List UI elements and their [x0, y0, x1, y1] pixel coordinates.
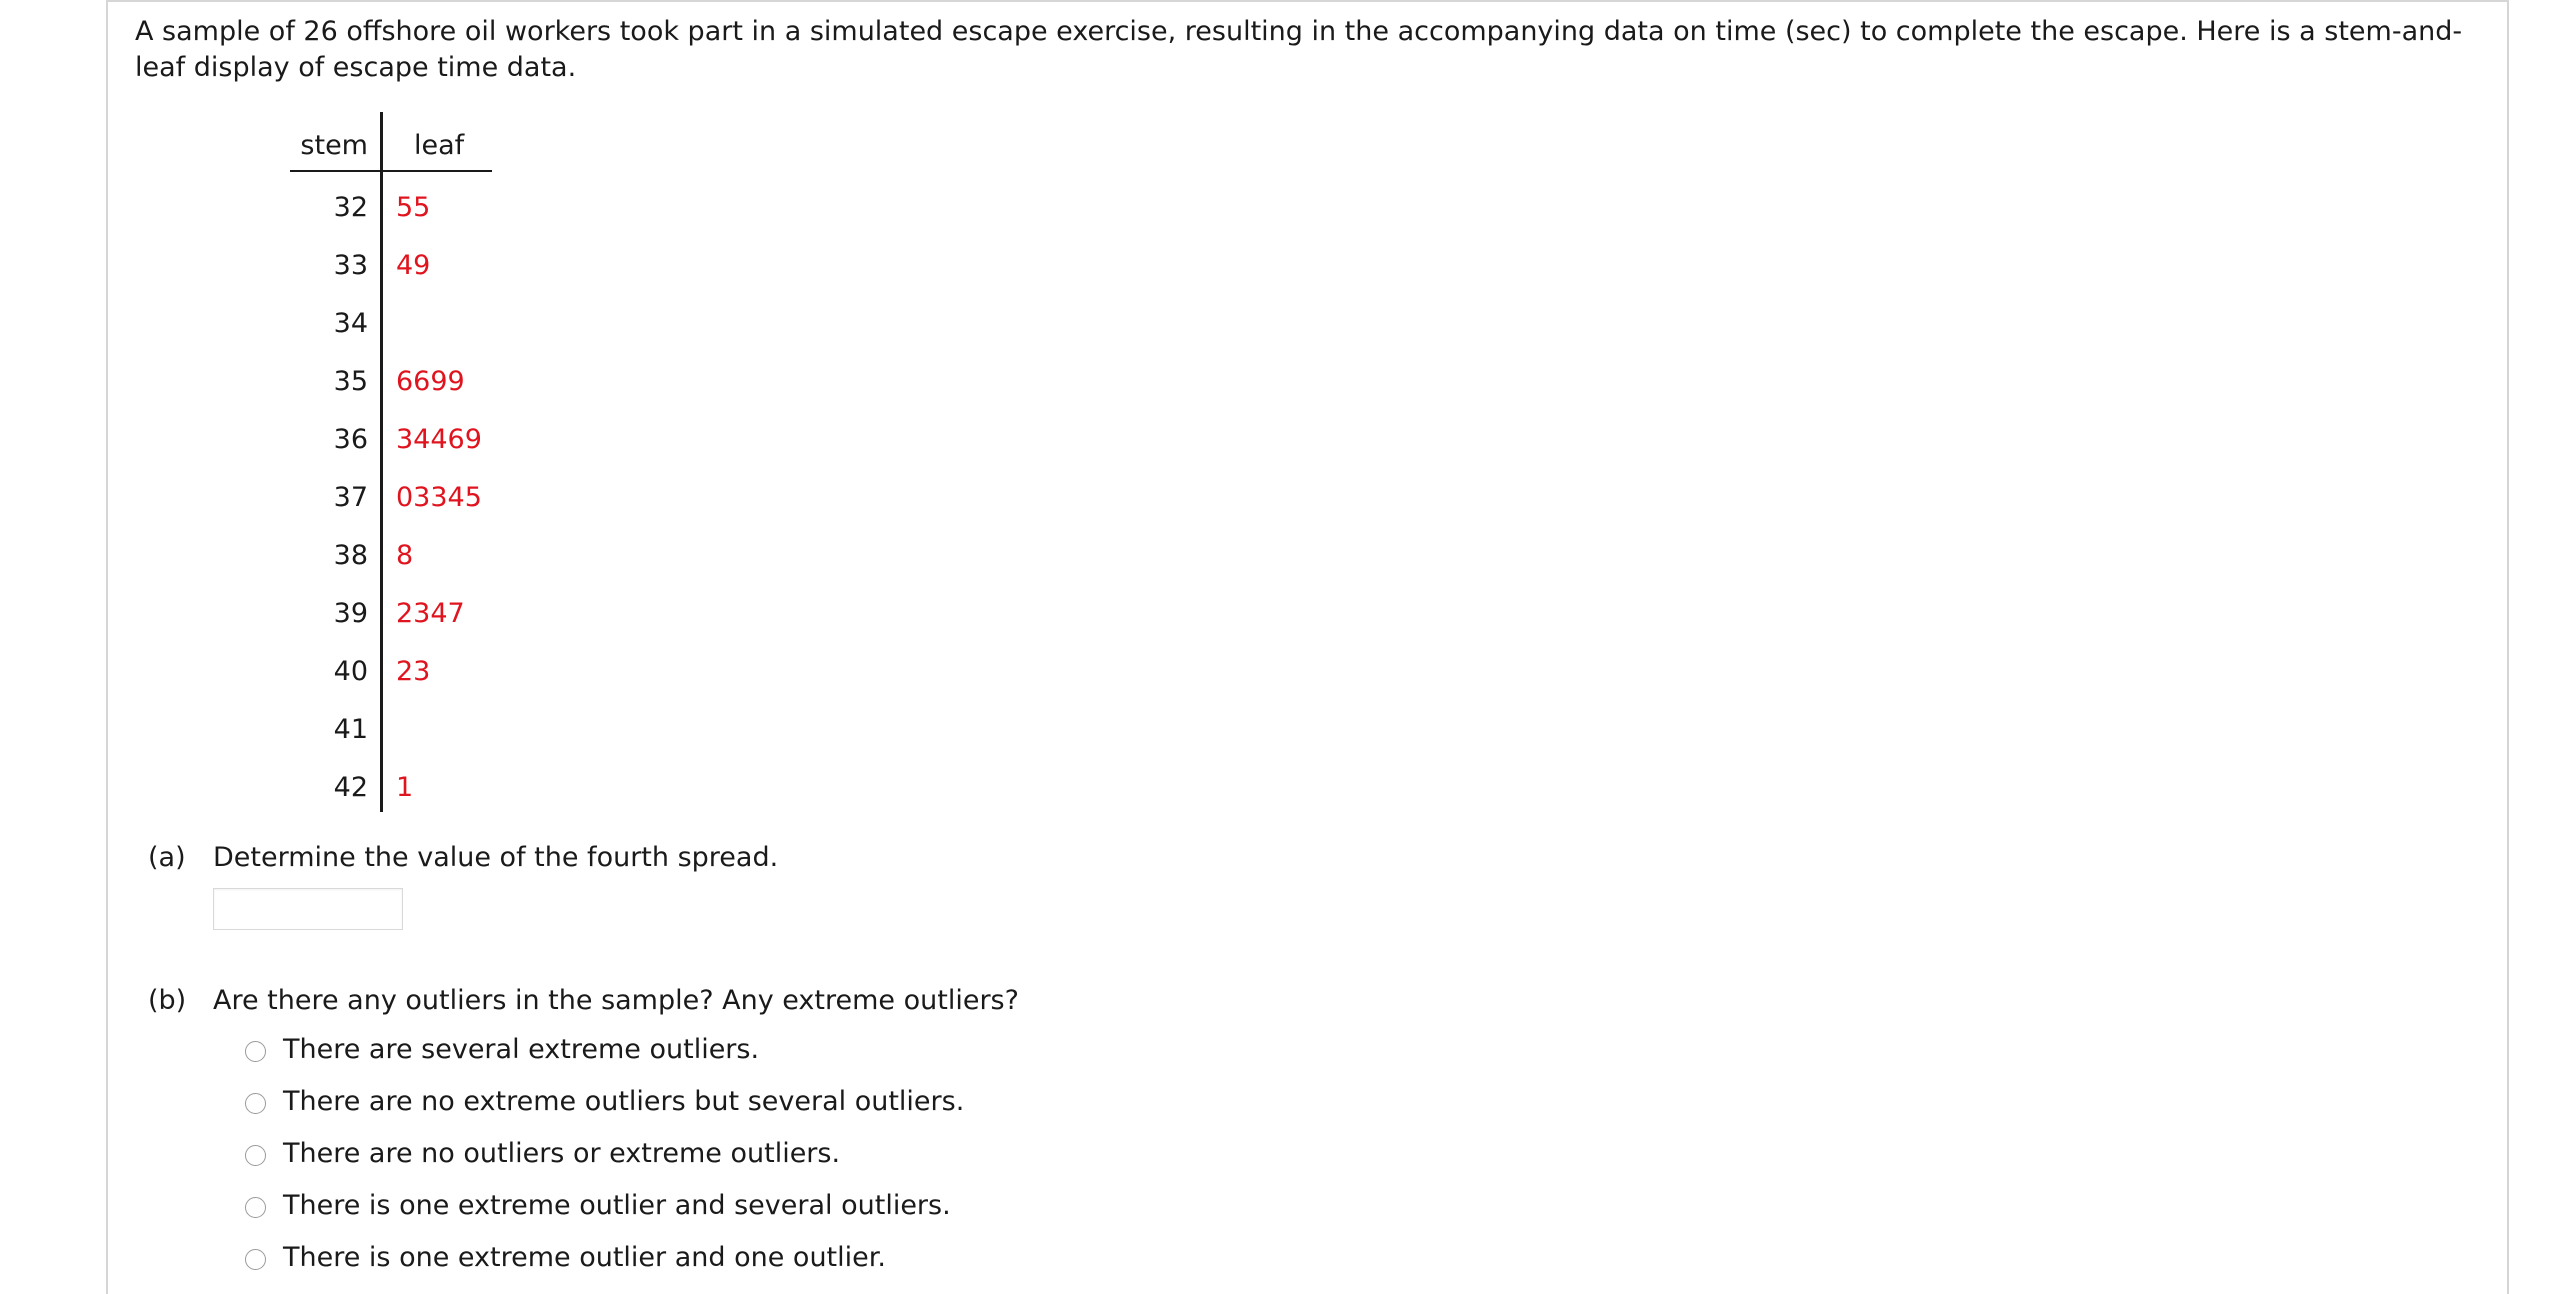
radio-button[interactable]	[245, 1249, 266, 1270]
stem-leaf-header-rule	[290, 170, 492, 172]
problem-intro: A sample of 26 offshore oil workers took part in a simulated escape exercise, resulting in the accompanying data on time (sec) to complete the escape. Here is a stem-and-leaf display of escape time data.	[135, 16, 2463, 83]
leaf-value: 34469	[396, 424, 482, 455]
stem-and-leaf-display	[290, 112, 492, 812]
leaf-value: 23	[396, 656, 431, 687]
part-a-question: Determine the value of the fourth spread.	[213, 842, 779, 873]
stem-value: 36	[333, 424, 368, 455]
stem-leaf-row	[290, 478, 492, 518]
stem-leaf-row	[290, 188, 492, 228]
stem-value: 33	[333, 250, 368, 281]
part-a-label: (a)	[148, 842, 186, 873]
stem-value: 37	[333, 482, 368, 513]
outlier-option-1[interactable]	[245, 1030, 1145, 1070]
leaf-value: 2347	[396, 598, 465, 629]
outlier-option-2[interactable]	[245, 1082, 1145, 1122]
stem-leaf-row	[290, 362, 492, 402]
option-label: There is one extreme outlier and several outliers.	[283, 1190, 951, 1221]
outlier-option-4[interactable]	[245, 1186, 1145, 1226]
stem-value: 39	[333, 598, 368, 629]
radio-button[interactable]	[245, 1145, 266, 1166]
leaf-value: 8	[396, 540, 414, 571]
stem-value: 35	[333, 366, 368, 397]
leaf-value: 6699	[396, 366, 465, 397]
stem-value: 38	[333, 540, 368, 571]
stem-leaf-row	[290, 536, 492, 576]
option-label: There are no extreme outliers but several outliers.	[283, 1086, 965, 1117]
stem-header: stem	[300, 130, 368, 161]
radio-button[interactable]	[245, 1197, 266, 1218]
part-b-label: (b)	[148, 985, 187, 1016]
stem-leaf-row	[290, 246, 492, 286]
stem-value: 32	[333, 192, 368, 223]
stem-value: 40	[333, 656, 368, 687]
part-a	[148, 840, 1048, 876]
part-b	[148, 983, 1248, 1019]
option-label: There are no outliers or extreme outliers.	[283, 1138, 841, 1169]
fourth-spread-input[interactable]	[213, 888, 403, 930]
stem-leaf-row	[290, 304, 492, 344]
leaf-value: 1	[396, 772, 414, 803]
option-label: There are several extreme outliers.	[283, 1034, 760, 1065]
stem-leaf-row	[290, 710, 492, 750]
stem-leaf-row	[290, 594, 492, 634]
radio-button[interactable]	[245, 1093, 266, 1114]
stem-value: 42	[333, 772, 368, 803]
stem-value: 34	[333, 308, 368, 339]
part-b-question: Are there any outliers in the sample? Any extreme outliers?	[213, 985, 1019, 1016]
option-label: There is one extreme outlier and one outlier.	[283, 1242, 886, 1273]
stem-leaf-row	[290, 420, 492, 460]
stem-value: 41	[333, 714, 368, 745]
leaf-value: 03345	[396, 482, 482, 513]
stem-leaf-row	[290, 652, 492, 692]
leaf-header: leaf	[414, 130, 465, 161]
outlier-option-5[interactable]	[245, 1238, 1145, 1278]
stem-leaf-row	[290, 768, 492, 808]
outlier-option-3[interactable]	[245, 1134, 1145, 1174]
leaf-value: 49	[396, 250, 431, 281]
radio-button[interactable]	[245, 1041, 266, 1062]
leaf-value: 55	[396, 192, 431, 223]
